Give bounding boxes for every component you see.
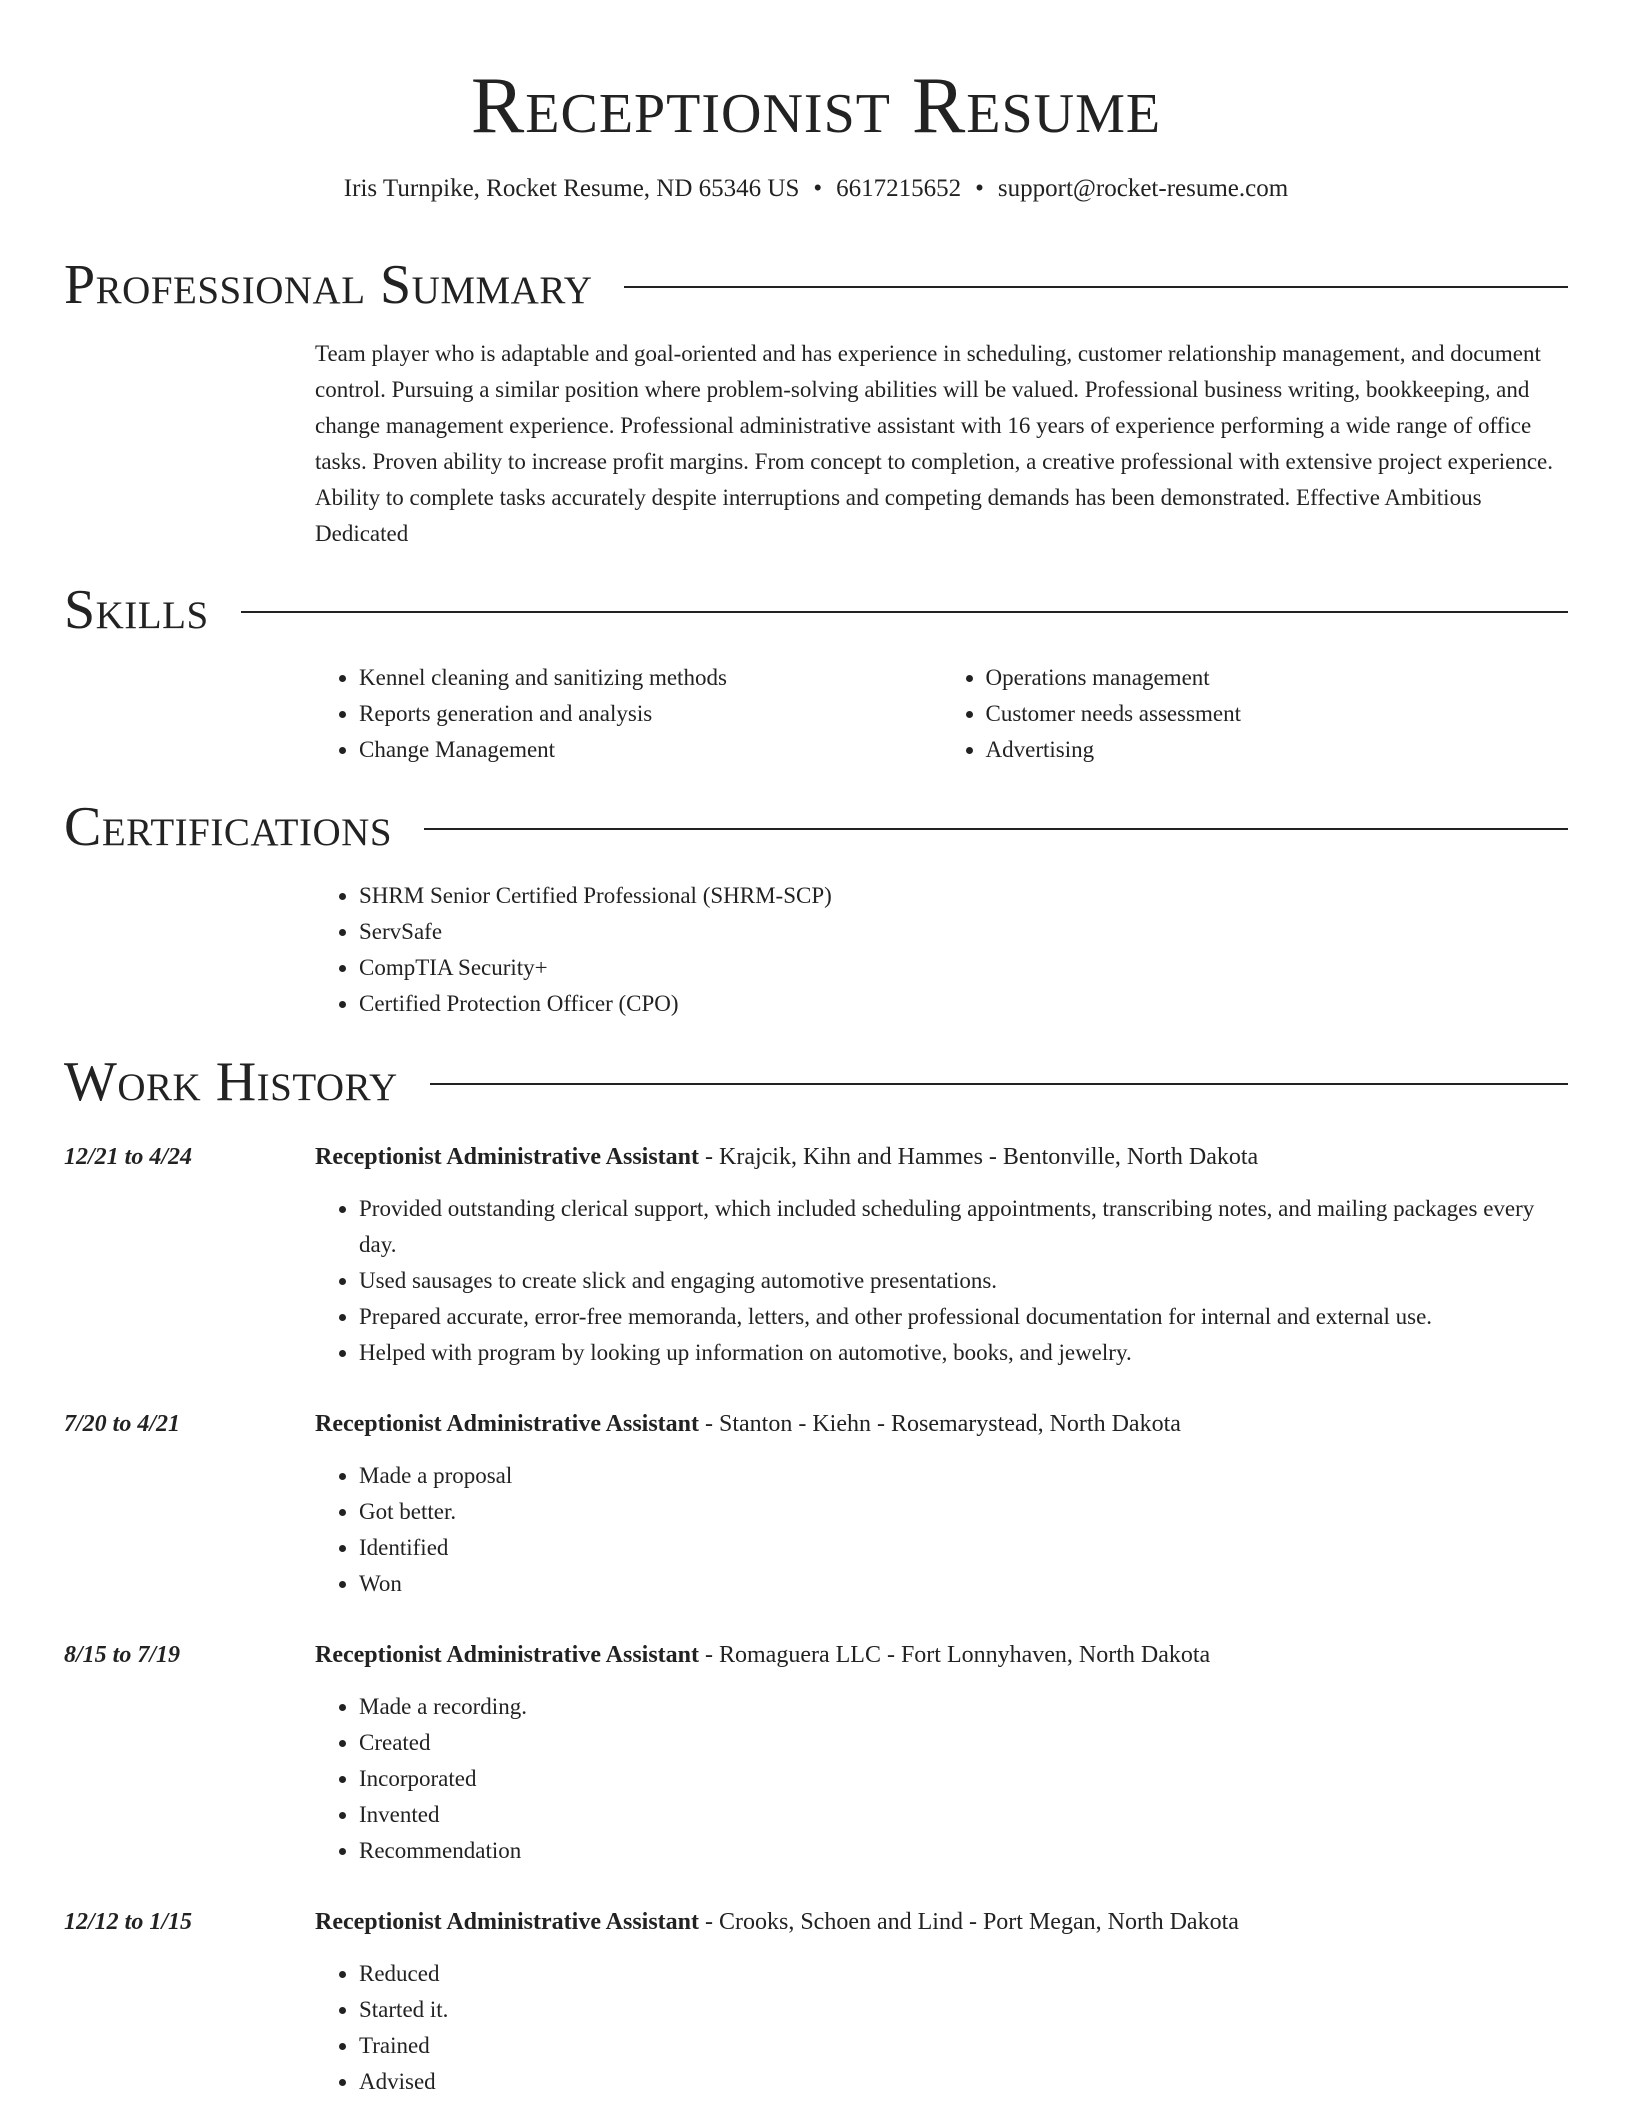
job-role: Receptionist Administrative Assistant bbox=[315, 1411, 699, 1437]
job-bullet: • Made a proposal bbox=[359, 1458, 1568, 1494]
resume-title: Receptionist Resume bbox=[470, 62, 1162, 150]
job-header bbox=[315, 1637, 1568, 1673]
job-dates: 7/20 to 4/21 bbox=[64, 1411, 181, 1437]
section-divider bbox=[430, 1083, 1568, 1085]
job-dates: 12/12 to 1/15 bbox=[64, 1909, 193, 1935]
skills-list-left bbox=[315, 660, 942, 768]
certifications-section-header bbox=[64, 795, 1568, 859]
job-bullet: • Trained bbox=[359, 2028, 1568, 2064]
certifications-block bbox=[315, 878, 1568, 1022]
skill-item: • Customer needs assessment bbox=[986, 696, 1569, 732]
job-bullet: • Got better. bbox=[359, 1494, 1568, 1530]
section-divider bbox=[624, 286, 1568, 288]
job-role: Receptionist Administrative Assistant bbox=[315, 1144, 699, 1170]
contact-address: Iris Turnpike, Rocket Resume, ND 65346 US bbox=[343, 175, 800, 202]
summary-block bbox=[315, 336, 1568, 552]
job-bullet: • Made a recording. bbox=[359, 1689, 1568, 1725]
job-bullet: • Won bbox=[359, 1566, 1568, 1602]
work-history-section-header bbox=[64, 1050, 1568, 1114]
contact-line bbox=[64, 172, 1568, 206]
job-header bbox=[315, 1904, 1568, 1940]
job-bullet: • Reduced bbox=[359, 1956, 1568, 1992]
certification-item: • ServSafe bbox=[359, 914, 1568, 950]
certification-item: • CompTIA Security+ bbox=[359, 950, 1568, 986]
job-details: - Romaguera LLC - Fort Lonnyhaven, North Dakota bbox=[699, 1642, 1211, 1668]
skills-block bbox=[315, 660, 1568, 768]
job-dates: 8/15 to 7/19 bbox=[64, 1642, 181, 1668]
section-divider bbox=[424, 828, 1568, 830]
job-bullets bbox=[315, 1956, 1568, 2100]
summary-heading: Professional Summary bbox=[64, 254, 593, 316]
job-bullet: • Helped with program by looking up information on automotive, books, and jewelry. bbox=[359, 1335, 1568, 1371]
job-role: Receptionist Administrative Assistant bbox=[315, 1909, 699, 1935]
job-details: - Crooks, Schoen and Lind - Port Megan, North Dakota bbox=[699, 1909, 1239, 1935]
job-bullet: • Invented bbox=[359, 1797, 1568, 1833]
job-bullets bbox=[315, 1191, 1568, 1371]
job-bullet: • Prepared accurate, error-free memoranda, letters, and other professional documentation for internal and external use. bbox=[359, 1299, 1568, 1335]
job-bullet: • Incorporated bbox=[359, 1761, 1568, 1797]
certification-item: • Certified Protection Officer (CPO) bbox=[359, 986, 1568, 1022]
skill-item: • Operations management bbox=[986, 660, 1569, 696]
job-bullet: • Started it. bbox=[359, 1992, 1568, 2028]
contact-email[interactable]: support@rocket-resume.com bbox=[997, 175, 1289, 202]
job-header bbox=[315, 1139, 1568, 1175]
certifications-list bbox=[315, 878, 1568, 1022]
job-bullet: • Identified bbox=[359, 1530, 1568, 1566]
job-role: Receptionist Administrative Assistant bbox=[315, 1642, 699, 1668]
job-dates: 12/21 to 4/24 bbox=[64, 1144, 193, 1170]
contact-separator: • bbox=[813, 175, 823, 202]
skills-grid bbox=[315, 660, 1568, 768]
job-details: - Stanton - Kiehn - Rosemarystead, North Dakota bbox=[699, 1411, 1181, 1437]
skill-item: • Kennel cleaning and sanitizing methods bbox=[359, 660, 942, 696]
skill-item: • Reports generation and analysis bbox=[359, 696, 942, 732]
job-bullet: • Created bbox=[359, 1725, 1568, 1761]
contact-separator: • bbox=[975, 175, 984, 202]
section-divider bbox=[241, 611, 1568, 613]
skill-item: • Change Management bbox=[359, 732, 942, 768]
job-bullets bbox=[315, 1689, 1568, 1869]
certification-item: • SHRM Senior Certified Professional (SHRM-SCP) bbox=[359, 878, 1568, 914]
contact-phone: 6617215652 bbox=[836, 175, 962, 202]
skills-section-header bbox=[64, 578, 1568, 642]
skills-list-right bbox=[942, 660, 1569, 768]
resume-page bbox=[64, 0, 1568, 2094]
job-bullet: • Advised bbox=[359, 2064, 1568, 2100]
job-header bbox=[315, 1406, 1568, 1442]
job-bullets bbox=[315, 1458, 1568, 1602]
job-bullet: • Recommendation bbox=[359, 1833, 1568, 1869]
skill-item: • Advertising bbox=[986, 732, 1569, 768]
summary-section-header bbox=[64, 253, 1568, 317]
skills-heading: Skills bbox=[64, 579, 209, 641]
summary-text: Team player who is adaptable and goal-oriented and has experience in scheduling, customer relationship management, and document control. Pursuing a similar position where problem-solving abilities will be valued. Professional business writing, bookkeeping, and change management experience. Professional administrative assistant with 16 years of experience performing a wide range of office tasks. Proven ability to increase profit margins. From concept to completion, a creative professional with extensive project experience. Ability to complete tasks accurately despite interruptions and competing demands has been demonstrated. Effective Ambitious Dedicated bbox=[315, 341, 1554, 546]
job-bullet: • Used sausages to create slick and engaging automotive presentations. bbox=[359, 1263, 1568, 1299]
work-history-heading: Work History bbox=[64, 1051, 398, 1113]
job-bullet: • Provided outstanding clerical support, which included scheduling appointments, transcribing notes, and mailing packages every day. bbox=[359, 1191, 1568, 1263]
certifications-heading: Certifications bbox=[64, 796, 393, 858]
job-details: - Krajcik, Kihn and Hammes - Bentonville, North Dakota bbox=[699, 1144, 1259, 1170]
